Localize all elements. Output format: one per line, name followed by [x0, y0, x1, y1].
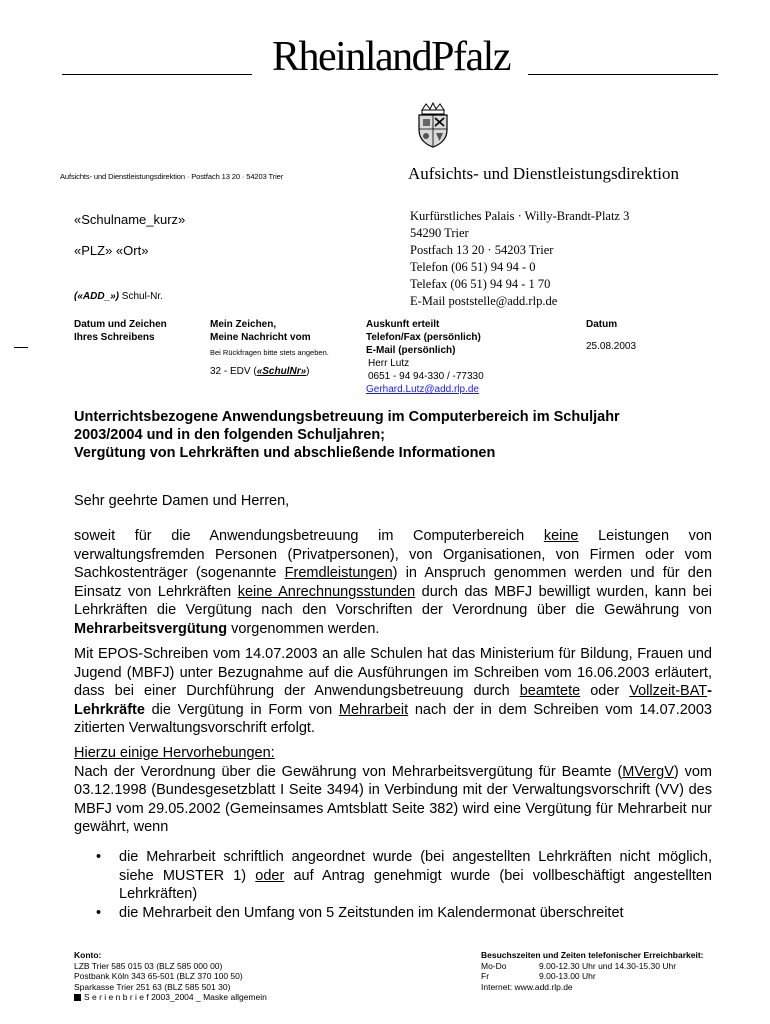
greeting: Sehr geehrte Damen und Herren,	[74, 493, 290, 509]
bullet-icon: •	[96, 849, 102, 865]
footer-konto-line: LZB Trier 585 015 03 (BLZ 585 000 00)	[74, 960, 223, 971]
footer-office-hours	[481, 950, 703, 992]
ref-contact-name: Herr Lutz	[368, 358, 410, 369]
ref-contact-l1: Auskunft erteilt	[366, 319, 440, 330]
brand-wordmark: RheinlandPfalz	[272, 34, 510, 80]
ref-contact-phone: 0651 - 94 94-330 / -77330	[368, 371, 484, 382]
footer-doc-ref: S e r i e n b r i e f 2003_2004 _ Maske allgemein	[74, 992, 267, 1003]
ref-code-field: «SchulNr»	[256, 366, 307, 377]
ref-my-sign-l1: Mein Zeichen,	[210, 319, 277, 330]
contact-line: Telefax (06 51) 94 94 - 1 70	[410, 277, 551, 291]
sender-return-address: Aufsichts- und Dienstleistungsdirektion · Postfach 13 20 · 54203 Trier	[60, 172, 284, 181]
header-rule-right	[528, 74, 718, 75]
paragraph-3-heading: Hierzu einige Hervorhebungen:	[74, 745, 275, 761]
ref-contact-l3: E-Mail (persönlich)	[366, 345, 456, 356]
ref-date-label: Datum	[586, 319, 618, 330]
contact-line: Telefon (06 51) 94 94 - 0	[410, 260, 536, 274]
contact-line: Kurfürstliches Palais · Willy-Brandt-Platz 3	[410, 209, 630, 223]
subject-line: 2003/2004 und in den folgenden Schuljahren;	[74, 427, 386, 443]
ref-your-letter	[74, 318, 167, 344]
condition-list	[74, 848, 712, 922]
list-item: • die Mehrarbeit schriftlich angeordnet wurde (bei angestellten Lehrkräften nicht möglich, siehe MUSTER 1) oder auf Antrag genehmigt wurde (bei vollbeschäftigt angestellten Lehrkräften)	[96, 849, 713, 902]
school-number-label: Schul-Nr.	[121, 291, 163, 302]
footer-konto-line: Postbank Köln 343 65-501 (BLZ 370 100 50)	[74, 971, 243, 981]
footer-hours-label: Besuchszeiten und Zeiten telefonischer Erreichbarkeit:	[481, 950, 704, 960]
list-item: • die Mehrarbeit den Umfang von 5 Zeitstunden im Kalendermonat überschreitet	[96, 904, 624, 921]
footer-internet: Internet: www.add.rlp.de	[481, 981, 573, 992]
ref-code-suffix: )	[306, 366, 310, 377]
paragraph-1: soweit für die Anwendungsbetreuung im Computerbereich keine Leistungen von verwaltungsfremden Personen (Privatpersonen), von Organisationen, von Firmen oder vom Sachkostenträger (sogenannte Fremdleistungen) in Anspruch genommen werden und für den Einsatz von Lehrkräften keine Anrechnungsstunden durch das MBFJ bewilligt wurden, kann bei Lehrkräften die Vergütung nach den Vorschriften der Verordnung über die Gewährung von Mehrarbeitsvergütung vorgenommen werden.	[74, 528, 713, 637]
subject-line: Unterrichtsbezogene Anwendungsbetreuung im Computerbereich im Schuljahr	[74, 409, 620, 425]
ref-code-prefix: 32 - EDV (	[210, 366, 257, 377]
footer-konto-label: Konto:	[74, 950, 102, 960]
bullet-icon: •	[96, 904, 102, 921]
subject-line: Vergütung von Lehrkräften und abschließende Informationen	[74, 445, 496, 461]
footer-hours-row: Fr 9.00-13.00 Uhr	[481, 971, 596, 981]
ref-contact-person	[366, 318, 484, 396]
contact-line: Postfach 13 20 · 54203 Trier	[410, 243, 554, 257]
contact-line: 54290 Trier	[410, 226, 469, 240]
ref-note: Bei Rückfragen bitte stets angeben.	[210, 348, 329, 357]
footer-hours-row: Mo-Do 9.00-12.30 Uhr und 14.30-15.30 Uhr	[481, 960, 677, 971]
footer-konto-line: Sparkasse Trier 251 63 (BLZ 585 501 30)	[74, 981, 231, 992]
recipient-school-name: «Schulname_kurz»	[74, 212, 186, 227]
school-number-field: («ADD_»)	[74, 291, 120, 302]
ref-my-sign-l2: Meine Nachricht vom	[210, 332, 311, 343]
contact-line: E-Mail poststelle@add.rlp.de	[410, 294, 558, 308]
recipient-school-number	[74, 291, 163, 302]
contact-block	[410, 208, 629, 310]
letter-subject	[74, 408, 714, 462]
coat-of-arms-icon	[414, 102, 452, 148]
ref-code	[210, 365, 329, 378]
ref-your-letter-l2: Ihres Schreibens	[74, 332, 155, 343]
ref-contact-l2: Telefon/Fax (persönlich)	[366, 332, 481, 343]
document-icon	[74, 994, 81, 1001]
paragraph-2: Mit EPOS-Schreiben vom 14.07.2003 an alle Schulen hat das Ministerium für Bildung, Frauen und Jugend (MBFJ) unter Bezugnahme auf die Ausführungen im Schreiben vom 16.06.2003 erläutert, dass bei einer Durchführung der Anwendungsbetreuung durch beamtete oder Vollzeit-BAT-Lehrkräfte die Vergütung in Form von Mehrarbeit nach der in dem Schreiben vom 14.07.2003 zitierten Verwaltungsvorschrift erfolgt.	[74, 646, 712, 736]
ref-your-letter-l1: Datum und Zeichen	[74, 319, 167, 330]
authority-name: Aufsichts- und Dienstleistungsdirektion	[408, 164, 680, 183]
header-rule-left	[62, 74, 252, 75]
recipient-city: «PLZ» «Ort»	[74, 243, 149, 258]
fold-mark	[14, 347, 28, 348]
paragraph-3: Hierzu einige Hervorhebungen: Nach der Verordnung über die Gewährung von Mehrarbeitsvergütung für Beamte (MVergV) vom 03.12.1998 (Bundesgesetzblatt I Seite 3494) in Verbindung mit der Verwaltungsvorschrift (VV) des MBFJ vom 29.05.2002 (Gemeinsames Amtsblatt Seite 382) wird eine Vergütung für Mehrarbeit nur gewährt, wenn	[74, 745, 712, 835]
ref-contact-email-link[interactable]: Gerhard.Lutz@add.rlp.de	[366, 384, 479, 395]
footer-bank-account	[74, 950, 267, 1003]
ref-my-sign	[210, 318, 329, 378]
ref-date-value: 25.08.2003	[586, 341, 637, 352]
